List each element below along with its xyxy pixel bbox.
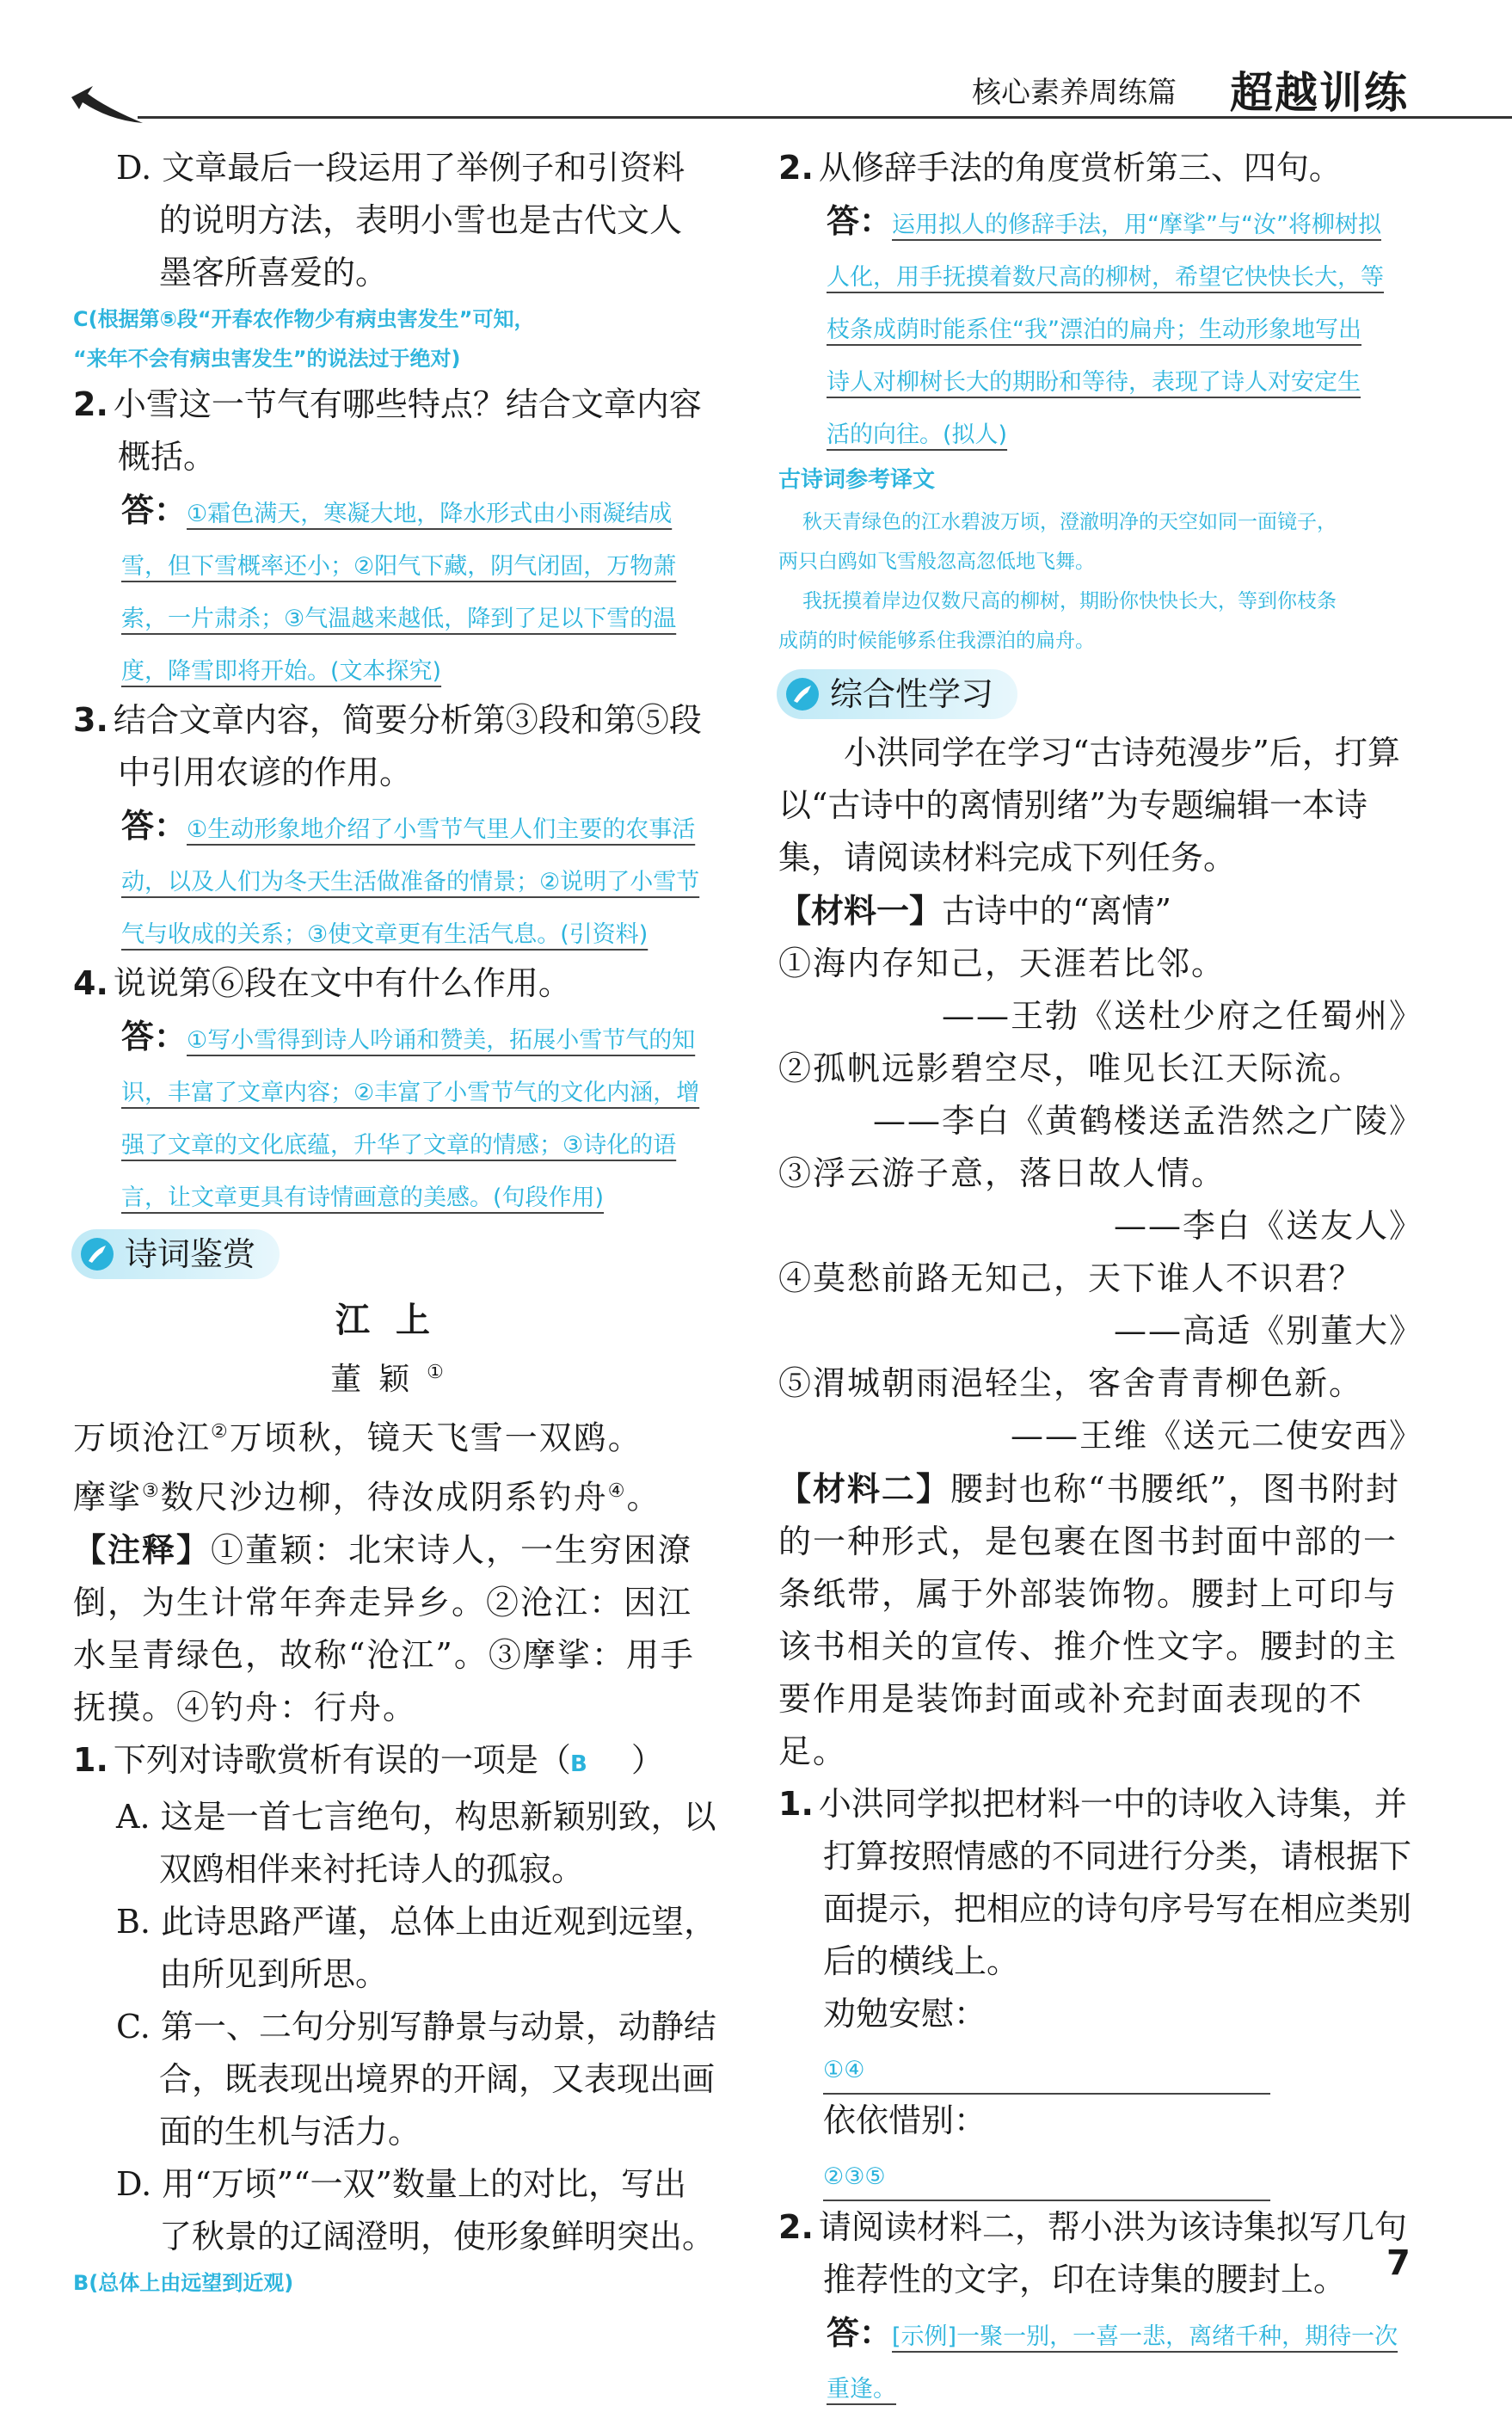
answer-label: 答：	[827, 2313, 893, 2352]
answer-line: 动，以及人们为冬天生活做准备的情景；②说明了小雪节	[121, 869, 700, 895]
answer-label: 答：	[827, 201, 893, 240]
notes-text: ①董颖：北宋诗人，一生穷困潦倒，为生计常年奔走异乡。②沧江：因江水呈青绿色，故称“沧江”。③摩挲：用手抚摸。④钓舟：行舟。	[73, 1531, 695, 1727]
question-text: 下列对诗歌赏析有误的一项是（	[113, 1741, 571, 1780]
answer-label: 答：	[121, 1017, 187, 1055]
material-2	[778, 1462, 1423, 1778]
option-a: A. 这是一首七言绝句，构思新颖别致，以双鸥相伴来衬托诗人的孤寂。	[116, 1798, 716, 1889]
translation-title: 古诗词参考译文	[778, 467, 936, 493]
answer-line: 枝条成荫时能系住“我”漂泊的扁舟；生动形象地写出	[827, 317, 1361, 343]
question-4	[73, 957, 718, 1010]
answer-line: 索，一片肃杀；③气温越来越低，降到了足以下雪的温	[121, 606, 677, 632]
question-number: 4.	[73, 964, 108, 1002]
left-column	[73, 142, 718, 2303]
question-2	[73, 378, 718, 483]
answer-line: 言，让文章更具有诗情画意的美感。(句段作用)	[121, 1184, 605, 1211]
question-number: 2.	[778, 2208, 814, 2246]
poem-quote-2: ②孤帆远影碧空尽，唯见长江天际流。	[778, 1049, 1364, 1087]
section-header-poetry	[71, 1229, 280, 1279]
answer-line: 活的向往。(拟人)	[827, 421, 1008, 448]
right-column	[778, 142, 1423, 2412]
answer-r2	[778, 194, 1423, 458]
option-d-prev	[73, 142, 718, 299]
task-1	[778, 1778, 1423, 1988]
poem-source-5: ——王维《送元二使安西》	[1010, 1417, 1423, 1455]
footnote-mark: ②	[211, 1421, 230, 1443]
fill-answer: ①④	[823, 2057, 865, 2083]
answer-line: 识，丰富了文章内容；②丰富了小雪节气的文化内涵，增	[121, 1080, 700, 1106]
poem-notes	[73, 1523, 718, 1734]
poem-source-1: ——王勃《送杜少府之任蜀州》	[941, 997, 1423, 1035]
poem-text: 万顷沧江	[73, 1418, 212, 1457]
answer-line: [示例]一聚一别，一喜一悲，离绪千种，期待一次	[892, 2323, 1398, 2350]
material-1-heading	[778, 884, 1423, 938]
category-label: 劝勉安慰：	[823, 1995, 987, 2033]
answer-note-b: B(总体上由远望到近观)	[73, 2271, 294, 2296]
note-line: C(根据第⑤段“开春农作物少有病虫害发生”可知，	[73, 307, 535, 331]
category-farewell	[778, 2095, 1423, 2201]
question-number: 3.	[73, 701, 108, 739]
poem-quote-3: ③浮云游子意，落日故人情。	[778, 1154, 1226, 1192]
author-name: 董颖	[330, 1362, 427, 1397]
answer-line: 人化，用手抚摸着数尺高的柳树，希望它快快长大，等	[827, 264, 1384, 291]
page-number: 7	[1386, 2243, 1411, 2283]
translation-line: 两只白鸥如飞雪般忽高忽低地飞舞。	[778, 551, 1095, 573]
translation-line: 成荫的时候能够系住我漂泊的扁舟。	[778, 630, 1095, 652]
option-line: 墨客所喜爱的。	[159, 254, 389, 292]
answer-line: 气与收成的关系；③使文章更有生活气息。(引资料)	[121, 921, 648, 948]
poem-line-2	[73, 1465, 718, 1524]
material-text: 腰封也称“书腰纸”，图书附封的一种形式，是包裹在图书封面中部的一条纸带，属于外部装饰物。腰封上可印与该书相关的宣传、推介性文字。腰封的主要作用是装饰封面或补充封面表现的不足。	[778, 1470, 1400, 1770]
section-arrow-icon	[80, 1237, 114, 1271]
material-title: 古诗中的“离情”	[942, 892, 1171, 930]
option-c: C. 第一、二句分别写静景与动景，动静结合，既表现出境界的开阔，又表现出画面的生机与活力。	[116, 2008, 716, 2151]
poem-line-1	[73, 1406, 718, 1465]
question-text: 小雪这一节气有哪些特点？结合文章内容概括。	[113, 385, 702, 476]
poem-source-3: ——李白《送友人》	[1113, 1207, 1423, 1245]
footnote-mark: ①	[427, 1362, 461, 1383]
notes-label: 【注释】	[73, 1530, 212, 1570]
translation	[778, 502, 1423, 661]
material-label: 【材料一】	[778, 891, 943, 930]
poem-title: 江上	[335, 1300, 456, 1340]
translation-line: 秋天青绿色的江水碧波万顷，澄澈明净的天空如同一面镜子，	[802, 511, 1337, 533]
choice-answer: B	[569, 1751, 587, 1778]
header-arrow-icon	[67, 82, 144, 129]
poem-text: 。	[626, 1478, 661, 1517]
section-arrow-icon	[785, 677, 820, 711]
answer-line: 运用拟人的修辞手法，用“摩挲”与“汝”将柳树拟	[892, 212, 1381, 238]
footnote-mark: ③	[142, 1480, 161, 1502]
option-d: D. 用“万顷”“一双”数量上的对比，写出了秋景的辽阔澄明，使形象鲜明突出。	[116, 2165, 716, 2256]
poem-source-4: ——高适《别董大》	[1113, 1312, 1423, 1350]
poem-quote-5: ⑤渭城朝雨浥轻尘，客舍青青柳色新。	[778, 1364, 1364, 1402]
question-text: 从修辞手法的角度赏析第三、四句。	[818, 149, 1342, 187]
question-text: 小洪同学拟把材料一中的诗收入诗集，并打算按照情感的不同进行分类，请根据下面提示，把相应的诗句序号写在相应类别后的横线上。	[818, 1785, 1412, 1980]
translation-line: 我抚摸着岸边仅数尺高的柳树，期盼你快快长大，等到你枝条	[802, 590, 1337, 612]
answer-t2	[778, 2306, 1423, 2412]
task-2	[778, 2201, 1423, 2306]
poem-source-2: ——李白《黄鹤楼送孟浩然之广陵》	[872, 1102, 1423, 1140]
header-title: 超越训练	[1230, 68, 1409, 118]
answer-2	[73, 483, 718, 694]
section-title: 诗词鉴赏	[125, 1234, 256, 1273]
note-line: “来年不会有病虫害发生”的说法过于绝对)	[73, 347, 461, 371]
answer-line: 强了文章的文化底蕴，升华了文章的情感；③诗化的语	[121, 1132, 677, 1159]
question-text: 结合文章内容，简要分析第③段和第⑤段中引用农谚的作用。	[113, 701, 702, 791]
option-b: B. 此诗思路严谨，总体上由近观到远望，由所见到所思。	[116, 1903, 717, 1994]
poem-text: 数尺沙边柳，待汝成阴系钓舟	[160, 1478, 608, 1517]
answer-note-c	[73, 299, 718, 378]
answer-3	[73, 799, 718, 957]
question-number: 1.	[778, 1785, 814, 1823]
material-label: 【材料二】	[778, 1469, 951, 1508]
answer-line: ①生动形象地介绍了小雪节气里人们主要的农事活	[187, 816, 696, 843]
answer-label: 答：	[121, 490, 187, 529]
question-text: 请阅读材料二，帮小洪为该诗集拟写几句推荐性的文字，印在诗集的腰封上。	[818, 2208, 1407, 2298]
question-text: ）	[630, 1741, 664, 1780]
fill-blank	[823, 2150, 1270, 2201]
header-subtitle: 核心素养周练篇	[972, 76, 1177, 110]
answer-line: 雪，但下雪概率还小；②阳气下藏，阴气闭固，万物萧	[121, 553, 677, 580]
poem-text: 摩挲	[73, 1478, 143, 1517]
option-line: D. 文章最后一段运用了举例子和引资料	[116, 149, 685, 187]
category-label: 依依惜别：	[823, 2101, 987, 2139]
answer-line: ①霜色满天，寒凝大地，降水形式由小雨凝结成	[187, 501, 673, 527]
fill-answer: ②③⑤	[823, 2163, 886, 2190]
poem-quote-1: ①海内存知己，天涯若比邻。	[778, 944, 1226, 982]
answer-label: 答：	[121, 806, 187, 845]
poem-author	[73, 1346, 718, 1406]
section-header-comprehensive	[777, 669, 1017, 719]
option-line: 的说明方法，表明小雪也是古代文人	[159, 201, 683, 239]
answer-line: 重逢。	[827, 2376, 896, 2403]
question-3	[73, 694, 718, 799]
intro-text: 小洪同学在学习“古诗苑漫步”后，打算以“古诗中的离情别绪”为专题编辑一本诗集，请阅读材料完成下列任务。	[778, 734, 1400, 877]
footnote-mark: ④	[607, 1480, 627, 1502]
question-text: 说说第⑥段在文中有什么作用。	[113, 964, 571, 1002]
category-comfort	[778, 1988, 1423, 2095]
question-mc-1	[73, 1734, 718, 1791]
answer-line: ①写小雪得到诗人吟诵和赞美，拓展小雪节气的知	[187, 1027, 696, 1054]
answer-4	[73, 1010, 718, 1221]
question-number: 2.	[73, 385, 108, 423]
answer-line: 诗人对柳树长大的期盼和等待，表现了诗人对安定生	[827, 369, 1361, 396]
question-number: 2.	[778, 149, 814, 187]
fill-blank	[823, 2043, 1270, 2095]
poem-quote-4: ④莫愁前路无知己，天下谁人不识君？	[778, 1259, 1364, 1297]
question-r2	[778, 142, 1423, 194]
answer-line: 度，降雪即将开始。(文本探究)	[121, 658, 442, 685]
section-title: 综合性学习	[830, 674, 994, 713]
question-number: 1.	[73, 1741, 108, 1780]
poem-text: 万顷秋，镜天飞雪一双鸥。	[229, 1418, 642, 1457]
